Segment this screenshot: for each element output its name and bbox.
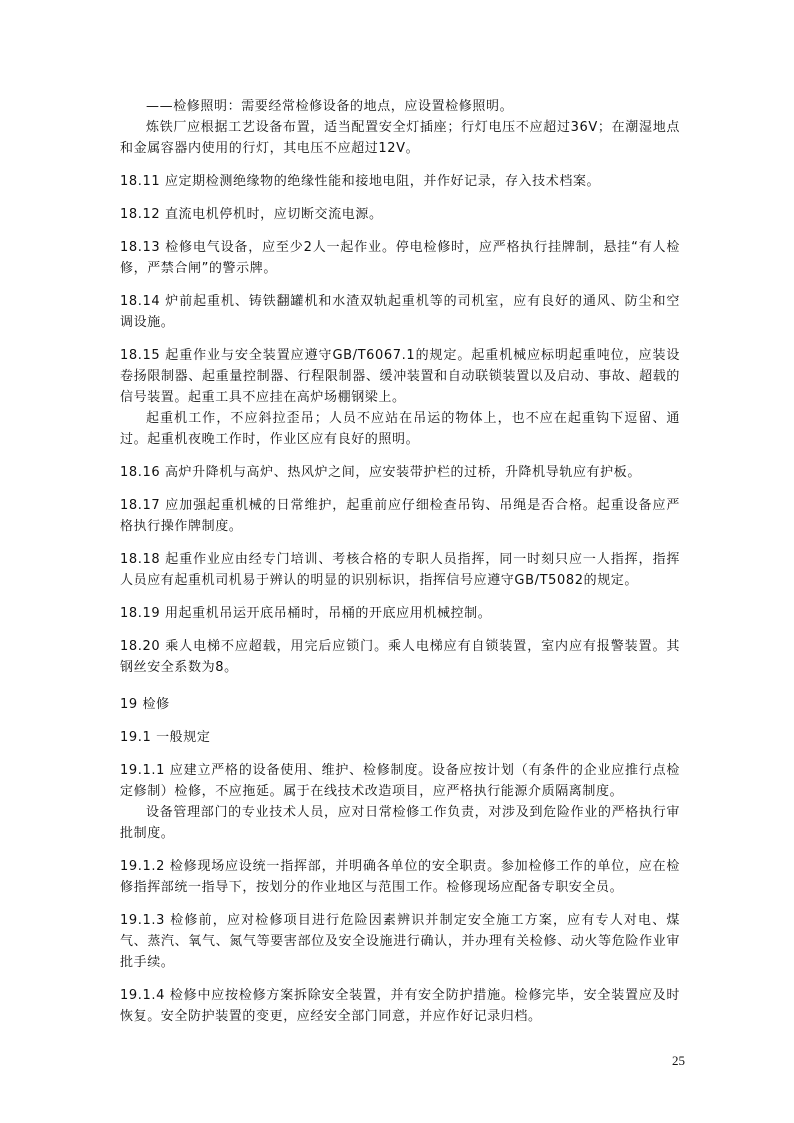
clause-18-18: 18.18 起重作业应由经专门培训、考核合格的专职人员指挥，同一时刻只应一人指挥，指挥人员应有起重机司机易于辨认的明显的识别标识，指挥信号应遵守GB/T5082的规定。 xyxy=(120,552,680,588)
clause-19-1-4: 19.1.4 检修中应按检修方案拆除安全装置，并有安全防护措施。检修完毕，安全装置应及时恢复。安全防护装置的变更，应经安全部门同意，并应作好记录归档。 xyxy=(120,988,680,1024)
clause-18-17: 18.17 应加强起重机械的日常维护，起重前应仔细检查吊钩、吊绳是否合格。起重设备应严格执行操作牌制度。 xyxy=(120,498,680,534)
clause-19-1-2: 19.1.2 检修现场应设统一指挥部，并明确各单位的安全职责。参加检修工作的单位，应在检修指挥部统一指导下，按划分的作业地区与范围工作。检修现场应配备专职安全员。 xyxy=(120,859,680,895)
paragraph: ——检修照明：需要经常检修设备的地点，应设置检修照明。 xyxy=(146,99,514,114)
clause-18-12: 18.12 直流电机停机时，应切断交流电源。 xyxy=(120,207,383,222)
clause-18-19: 18.19 用起重机吊运开底吊桶时，吊桶的开底应用机械控制。 xyxy=(120,606,492,621)
section-heading: 19 检修 xyxy=(120,697,170,712)
document-body xyxy=(120,96,680,1039)
clause-19-1-3: 19.1.3 检修前，应对检修项目进行危险因素辨识并制定安全施工方案，应有专人对电、煤气、蒸汽、氧气、氮气等要害部位及安全设施进行确认，并办理有关检修、动火等危险作业审批手续。 xyxy=(120,913,680,970)
paragraph: 炼铁厂应根据工艺设备布置，适当配置安全灯插座；行灯电压不应超过36V；在潮湿地点和金属容器内使用的行灯，其电压不应超过12V。 xyxy=(120,120,680,156)
page-number: 25 xyxy=(672,1053,685,1068)
clause-18-13: 18.13 检修电气设备，应至少2人一起作业。停电检修时，应严格执行挂牌制，悬挂“有人检修，严禁合闸”的警示牌。 xyxy=(120,240,680,276)
paragraph: 起重机工作，不应斜拉歪吊；人员不应站在吊运的物体上，也不应在起重钩下逗留、通过。起重机夜晚工作时，作业区应有良好的照明。 xyxy=(120,411,680,447)
clause-19-1-1: 19.1.1 应建立严格的设备使用、维护、检修制度。设备应按计划（有条件的企业应推行点检定修制）检修，不应拖延。属于在线技术改造项目，应严格执行能源介质隔离制度。 xyxy=(120,763,680,799)
clause-18-11: 18.11 应定期检测绝缘物的绝缘性能和接地电阻，并作好记录，存入技术档案。 xyxy=(120,174,601,189)
clause-18-20: 18.20 乘人电梯不应超载，用完后应锁门。乘人电梯应有自锁装置，室内应有报警装置。其钢丝安全系数为8。 xyxy=(120,639,680,675)
clause-18-14: 18.14 炉前起重机、铸铁翻罐机和水渣双轨起重机等的司机室，应有良好的通风、防尘和空调设施。 xyxy=(120,294,680,330)
clause-18-16: 18.16 高炉升降机与高炉、热风炉之间，应安装带护栏的过桥，升降机导轨应有护板。 xyxy=(120,465,641,480)
paragraph: 设备管理部门的专业技术人员，应对日常检修工作负责，对涉及到危险作业的严格执行审批制度。 xyxy=(120,805,680,841)
subsection-heading: 19.1 一般规定 xyxy=(120,730,211,745)
clause-18-15: 18.15 起重作业与安全装置应遵守GB/T6067.1的规定。起重机械应标明起重吨位，应装设卷扬限制器、起重量控制器、行程限制器、缓冲装置和自动联锁装置以及启动、事故、超载的信号装置。起重工具不应挂在高炉场棚钢梁上。 xyxy=(120,348,680,405)
